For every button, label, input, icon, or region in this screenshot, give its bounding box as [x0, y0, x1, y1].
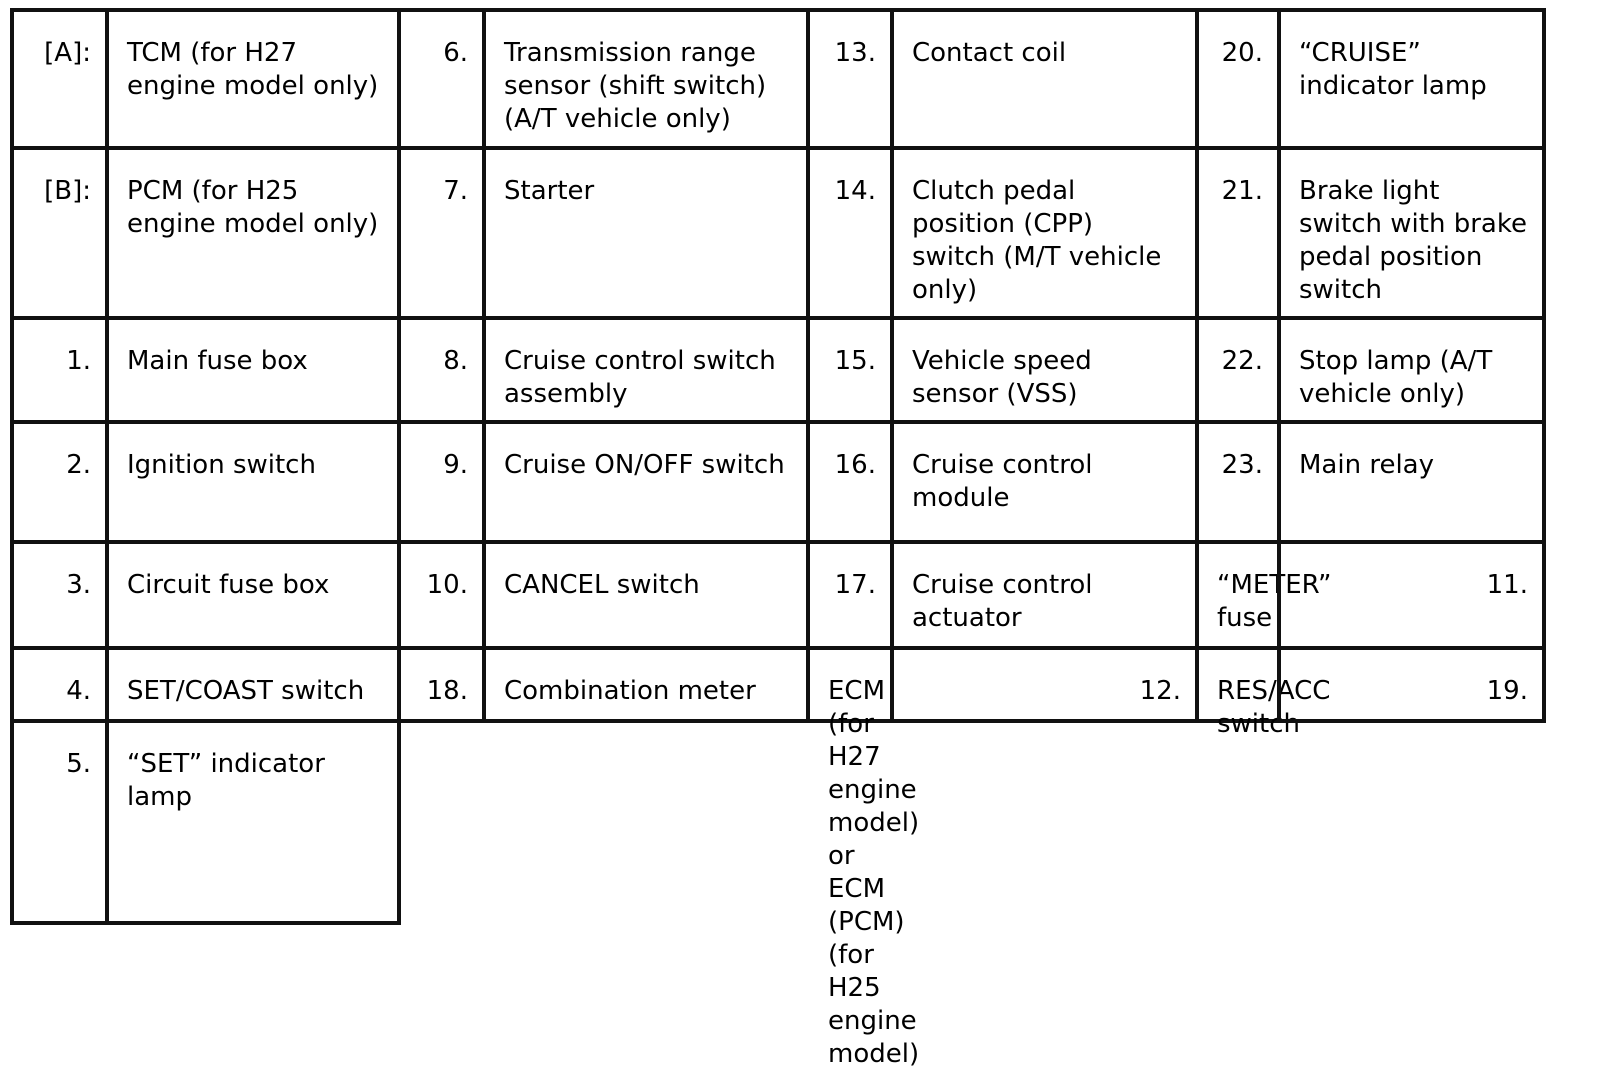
legend-number: 22.	[1195, 316, 1281, 424]
legend-label: Cruise control switch assembly	[482, 316, 810, 424]
legend-label: TCM (for H27 engine model only)	[105, 8, 401, 150]
legend-label: Cruise control actuator	[890, 540, 1199, 650]
legend-number: 3.	[10, 540, 109, 650]
legend-label: Transmission range sensor (shift switch) (A/T vehicle only)	[482, 8, 810, 150]
legend-number: 18.	[397, 646, 486, 723]
legend-label: Main fuse box	[105, 316, 401, 424]
legend-label: Main relay	[1277, 420, 1546, 544]
legend-number: 13.	[806, 8, 894, 150]
legend-label: Ignition switch	[105, 420, 401, 544]
legend-number: 19.	[1277, 646, 1546, 723]
legend-number: 17.	[806, 540, 894, 650]
legend-number: 16.	[806, 420, 894, 544]
legend-label: “SET” indicator lamp	[105, 719, 401, 925]
legend-label: Combination meter	[482, 646, 810, 723]
legend-number: 21.	[1195, 146, 1281, 320]
component-legend-table	[10, 8, 1542, 1069]
legend-label: CANCEL switch	[482, 540, 810, 650]
legend-label: PCM (for H25 engine model only)	[105, 146, 401, 320]
legend-number: [B]:	[10, 146, 109, 320]
legend-label: SET/COAST switch	[105, 646, 401, 723]
legend-label: Brake light switch with brake pedal position switch	[1277, 146, 1546, 320]
legend-number: 9.	[397, 420, 486, 544]
legend-number: 23.	[1195, 420, 1281, 544]
legend-number: 5.	[10, 719, 109, 925]
legend-number: 7.	[397, 146, 486, 320]
legend-label: ECM (for H27 engine model) or ECM (PCM) (for H25 engine model)	[806, 646, 894, 723]
legend-label: Cruise ON/OFF switch	[482, 420, 810, 544]
legend-label: Cruise control module	[890, 420, 1199, 544]
legend-number: 14.	[806, 146, 894, 320]
legend-number: 1.	[10, 316, 109, 424]
legend-label: Vehicle speed sensor (VSS)	[890, 316, 1199, 424]
legend-label: Contact coil	[890, 8, 1199, 150]
legend-number: 11.	[1277, 540, 1546, 650]
legend-label: “METER” fuse	[1195, 540, 1281, 650]
legend-label: RES/ACC switch	[1195, 646, 1281, 723]
legend-number: 10.	[397, 540, 486, 650]
legend-label: Stop lamp (A/T vehicle only)	[1277, 316, 1546, 424]
legend-number: 20.	[1195, 8, 1281, 150]
legend-label: Circuit fuse box	[105, 540, 401, 650]
legend-label: Clutch pedal position (CPP) switch (M/T vehicle only)	[890, 146, 1199, 320]
legend-number: 2.	[10, 420, 109, 544]
legend-label: “CRUISE” indicator lamp	[1277, 8, 1546, 150]
legend-number: 12.	[890, 646, 1199, 723]
legend-number: 15.	[806, 316, 894, 424]
legend-number: 6.	[397, 8, 486, 150]
legend-label: Starter	[482, 146, 810, 320]
legend-number: 4.	[10, 646, 109, 723]
legend-number: [A]:	[10, 8, 109, 150]
legend-number: 8.	[397, 316, 486, 424]
